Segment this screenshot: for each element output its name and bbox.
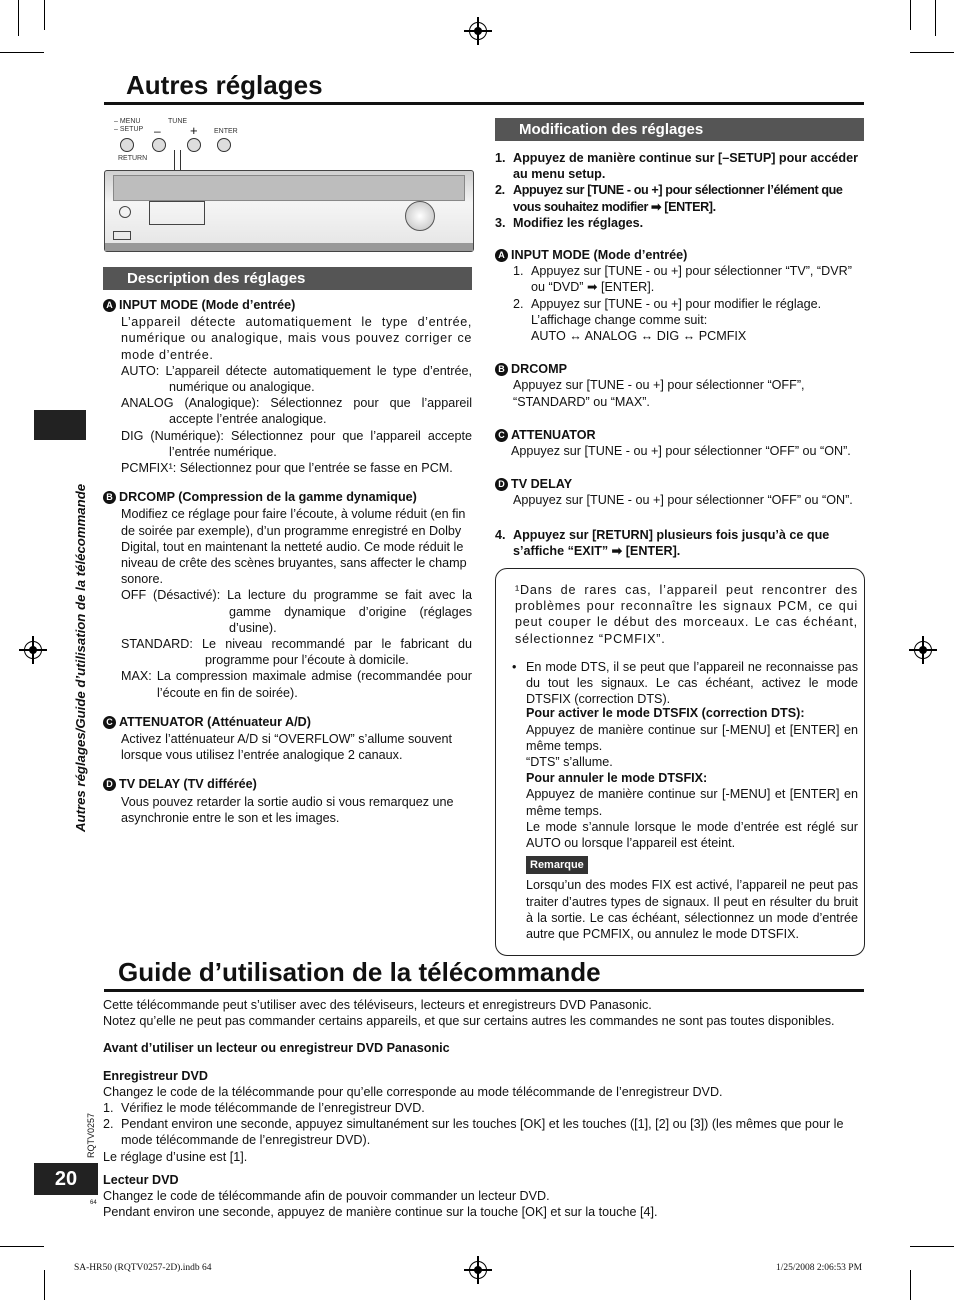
crop-mark	[44, 1270, 45, 1300]
page-number: 20	[34, 1163, 98, 1195]
drcomp-standard: STANDARD: Le niveau recommandé par le fabricant du programme pour l’écoute à domicile.	[121, 637, 472, 668]
attenuator-title: ATTENUATOR (Atténuateur A/D)	[119, 714, 311, 729]
phones-jack	[113, 231, 131, 240]
player-title: Lecteur DVD	[103, 1172, 179, 1187]
recorder-text: Changez le code de la télécommande pour qu’elle corresponde au mode télécommande de l’enregistreur DVD.	[103, 1084, 723, 1099]
mod-input-mode-cycle: AUTO ↔ ANALOG ↔ DIG ↔ PCMFIX	[531, 329, 747, 344]
player-text: Changez le code de télécommande afin de pouvoir commander un lecteur DVD.	[103, 1189, 550, 1204]
page-title: Autres réglages	[126, 70, 323, 100]
marker-b-icon: B	[103, 491, 116, 504]
remark-text: Lorsqu’un des modes FIX est activé, l’appareil ne peut pas traiter d’autres types de signaux. Il peut en résulter du bruit à la sortie. Le cas échéant, sélectionnez un mode d’entrée autre que PCMFIX, ou annulez le mode DTSFIX.	[526, 878, 858, 942]
registration-mark-icon	[469, 1261, 487, 1279]
drcomp-max: MAX: La compression maximale admise (recommandée pour l’écoute en fin de soirée).	[121, 669, 472, 700]
return-label: RETURN	[118, 155, 148, 162]
dtsfix-activate-title: Pour activer le mode DTSFIX (correction DTS):	[526, 706, 805, 721]
guide-before-heading: Avant d’utiliser un lecteur ou enregistreur DVD Panasonic	[103, 1041, 450, 1056]
enter-label: ENTER	[214, 128, 238, 135]
tv-delay-title: TV DELAY (TV différée)	[119, 777, 257, 792]
marker-b-icon: B	[495, 363, 508, 376]
marker-a-icon: A	[103, 299, 116, 312]
dtsfix-activate-result: “DTS” s’allume.	[526, 755, 613, 770]
recorder-step-1: Vérifiez le mode télécommande de l’enregistreur DVD.	[121, 1101, 425, 1116]
section-heading-modification: Modification des réglages	[495, 118, 864, 141]
title-rule	[104, 102, 864, 105]
dtsfix-cancel-title: Pour annuler le mode DTSFIX:	[526, 771, 708, 786]
marker-d-icon: D	[103, 778, 116, 791]
crop-mark	[44, 0, 45, 30]
crop-mark	[0, 1246, 44, 1247]
registration-mark-icon	[469, 22, 487, 40]
input-mode-intro: L’appareil détecte automatiquement le type d’entrée, numérique ou analogique, mais vous pouvez corriger ce mode d’entrée.	[121, 315, 472, 362]
mod-input-mode-display-note: L’affichage change comme suit:	[531, 312, 708, 327]
recorder-title: Enregistreur DVD	[103, 1068, 208, 1083]
drcomp-off: OFF (Désactivé): La lecture du programme se fait avec la gamme dynamique d’origine (réglages d’usine).	[121, 588, 472, 635]
title-rule	[104, 989, 864, 992]
guide-content: Cette télécommande peut s’utiliser avec des téléviseurs, lecteurs et enregistreurs DVD Panasonic. Notez qu’elle ne peut pas commander certains appareils, et que sur certains autres les commandes ne sont pas toutes disponibles. Avant d’utiliser un lecteur ou enregistreur DVD Panasonic Enregistreur DVD Changez le code de la télécommande pour qu’elle corresponde au mode télécommande de l’enregistreur DVD. 1. Vérifiez le mode télécommande de l’enregistreur DVD. 2. Pendant environ une seconde, appuyez simultanément sur les touches [OK] et les touches ([1], [2] ou [3]) (les mêmes que pour le mode télécommande de l’enregistreur DVD). Le réglage d’usine est [1]. Lecteur DVD Changez le code de télécommande afin de pouvoir commander un lecteur DVD. Pendant environ une seconde, appuyez de manière continue sur la touche [OK] et sur la touche [4].	[103, 997, 873, 1220]
remark-badge: Remarque	[526, 856, 588, 874]
crop-mark	[935, 0, 936, 36]
step-1: Appuyez de manière continue sur [–SETUP] pour accéder au menu setup.	[513, 151, 859, 182]
power-button	[119, 206, 131, 218]
receiver-illustration	[104, 118, 476, 256]
input-mode-pcmfix: PCMFIX¹: Sélectionnez pour que l’entrée se fasse en PCM.	[121, 461, 453, 476]
drcomp-title: DRCOMP (Compression de la gamme dynamique)	[119, 490, 417, 505]
recorder-step-2: Pendant environ une seconde, appuyez simultanément sur les touches [OK] et les touches ([1], [2] ou [3]) (les mêmes que pour le mode télécommande de l’enregistreur DVD).	[121, 1117, 844, 1148]
receiver-base	[105, 243, 473, 251]
guide-title: Guide d’utilisation de la télécommande	[118, 957, 601, 987]
crop-mark	[910, 0, 911, 30]
registration-mark-icon	[914, 641, 932, 659]
footer-date: 1/25/2008 2:06:53 PM	[776, 1263, 863, 1273]
small-page-number: 64	[90, 1200, 97, 1206]
setup-button	[120, 138, 134, 152]
input-mode-title: INPUT MODE (Mode d’entrée)	[119, 298, 296, 312]
section-heading-description: Description des réglages	[103, 267, 472, 290]
mod-drcomp-title: DRCOMP	[511, 362, 567, 377]
crop-mark	[910, 1270, 911, 1300]
crop-mark	[18, 0, 19, 36]
attenuator-text: Activez l’atténuateur A/D si “OVERFLOW” s’allume souvent lorsque vous utilisez l’entrée analogique 2 canaux.	[121, 732, 453, 763]
drcomp-intro: Modifiez ce réglage pour faire l’écoute, à volume réduit (en fin de soirée par exemple), d’un programme enregistré en Dolby Digital, tout en maintenant la netteté audio. Ce mode réduit le niveau de crête des scènes bruyantes, sans affecter le champ sonore.	[121, 507, 467, 587]
guide-intro-2: Notez qu’elle ne peut pas commander certains appareils, et que sur certains autres les commandes ne sont pas toutes disponibles.	[103, 1014, 835, 1029]
crop-mark	[910, 1246, 954, 1247]
mod-attenuator-text: Appuyez sur [TUNE - ou +] pour sélectionner “OFF” ou “ON”.	[511, 444, 851, 459]
mod-tv-delay-text: Appuyez sur [TUNE - ou +] pour sélectionner “OFF” ou “ON”.	[513, 493, 853, 508]
tune-plus-label: +	[190, 123, 198, 138]
dtsfix-cancel-note: Le mode s’annule lorsque le mode d’entrée est réglé sur AUTO ou lorsque l’appareil est éteint.	[526, 819, 858, 851]
tune-plus-button	[187, 138, 201, 152]
tune-minus-button	[152, 138, 166, 152]
input-mode-dig: DIG (Numérique): Sélectionnez pour que l’appareil accepte l’entrée numérique.	[121, 428, 472, 459]
doc-code: RQTV0257	[86, 1112, 96, 1158]
registration-mark-icon	[24, 641, 42, 659]
marker-c-icon: C	[495, 429, 508, 442]
modification-column: 1. Appuyez de manière continue sur [–SETUP] pour accéder au menu setup. 2. Appuyez sur [TUNE - ou +] pour sélectionner l’élément que vous souhaitez modifier ➡ [ENTER]. 3. Modifiez les réglages. A INPUT MODE (Mode d’entrée) 1. Appuyez sur [TUNE - ou +] pour sélectionner “TV”, “DVR” ou “DVD” ➡ [ENTER]. 2. Appuyez sur [TUNE - ou +] pour modifier le réglage. L’affichage change comme suit: AUTO ↔ ANALOG ↔ DIG ↔ PCMFIX B DRCOMP Appuyez sur [TUNE - ou +] pour sélectionner “OFF”, “STANDARD” ou “MAX”. C ATTENUATOR Appuyez sur [TUNE - ou +] pour sélectionner “OFF” ou “ON”. D TV DELAY Appuyez sur [TUNE - ou +] pour sélectionner “OFF” ou “ON”. 4. Appuyez sur [RETURN] plusieurs fois jusqu’à ce que s’affiche “EXIT” ➡ [ENTER].	[495, 150, 867, 559]
button-group-frame	[149, 201, 205, 225]
note-box-content: ¹Dans de rares cas, l’appareil peut rencontrer des problèmes pour reconnaître les signaux PCM, ce qui peut couper le début des morceaux. Le cas échéant, sélectionnez “PCMFIX”. • En mode DTS, il se peut que l’appareil ne reconnaisse pas du tout les signaux. Le cas échéant, activez le mode DTSFIX (correction DTS). Pour activer le mode DTSFIX (correction DTS): Appuyez de manière continue sur [-MENU] et [ENTER] en même temps. “DTS” s’allume. Pour annuler le mode DTSFIX: Appuyez de manière continue sur [-MENU] et [ENTER] en même temps. Le mode s’annule lorsque le mode d’entrée est réglé sur AUTO ou lorsque l’appareil est éteint. Remarque Lorsqu’un des modes FIX est activé, l’appareil ne peut pas traiter d’autres types de signaux. Il peut en résulter du bruit à la sortie. Le cas échéant, sélectionnez un mode d’entrée autre que PCMFIX, ou annulez le mode DTSFIX.	[512, 583, 858, 942]
footnote-pcm: ¹Dans de rares cas, l’appareil peut rencontrer des problèmes pour reconnaître les signaux PCM, ce qui peut couper le début des morceaux. Le cas échéant, sélectionnez “PCMFIX”.	[515, 583, 858, 646]
description-column	[103, 297, 472, 826]
receiver-body	[104, 170, 474, 252]
step-2: Appuyez sur [TUNE - ou +] pour sélectionner l’élément que vous souhaitez modifier ➡ [ENTER].	[513, 183, 843, 214]
dtsfix-cancel-text: Appuyez de manière continue sur [-MENU] et [ENTER] en même temps.	[526, 787, 858, 818]
step-3: Modifiez les réglages.	[513, 215, 644, 230]
dtsfix-activate-text: Appuyez de manière continue sur [-MENU] et [ENTER] en même temps.	[526, 722, 858, 753]
marker-c-icon: C	[103, 716, 116, 729]
step-4: Appuyez sur [RETURN] plusieurs fois jusqu’à ce que s’affiche “EXIT” ➡ [ENTER].	[513, 527, 830, 558]
mod-input-mode-step-1: Appuyez sur [TUNE - ou +] pour sélectionner “TV”, “DVR” ou “DVD” ➡ [ENTER].	[531, 264, 852, 295]
crop-mark	[910, 52, 954, 53]
volume-knob	[405, 201, 435, 231]
input-mode-analog: ANALOG (Analogique): Sélectionnez pour que l’appareil accepte l’entrée analogique.	[121, 396, 472, 427]
mod-attenuator-title: ATTENUATOR	[511, 427, 596, 442]
player-text-2: Pendant environ une seconde, appuyez de manière continue sur la touche [OK] et sur la touche [4].	[103, 1205, 658, 1220]
mod-input-mode-step-2: Appuyez sur [TUNE - ou +] pour modifier le réglage.	[531, 296, 822, 311]
menu-setup-label: – MENU – SETUP	[114, 118, 144, 133]
mod-drcomp-text: Appuyez sur [TUNE - ou +] pour sélectionner “OFF”, “STANDARD” ou “MAX”.	[513, 378, 805, 409]
tune-minus-label: –	[154, 124, 161, 138]
footer-file: SA-HR50 (RQTV0257-2D).indb 64	[74, 1263, 212, 1273]
receiver-display	[113, 175, 465, 201]
enter-button	[217, 138, 231, 152]
dts-bullet: En mode DTS, il se peut que l’appareil ne reconnaisse pas du tout les signaux. Le cas échéant, activez le mode DTSFIX (correction DTS).	[526, 659, 858, 707]
input-mode-auto: AUTO: L’appareil détecte automatiquement le type d’entrée, numérique ou analogique.	[121, 363, 472, 395]
marker-d-icon: D	[495, 478, 508, 491]
crop-mark	[0, 52, 44, 53]
side-label: Autres réglages/Guide d’utilisation de la télécommande	[73, 483, 88, 832]
guide-intro-1: Cette télécommande peut s’utiliser avec des téléviseurs, lecteurs et enregistreurs DVD Panasonic.	[103, 998, 652, 1012]
mod-tv-delay-title: TV DELAY	[511, 477, 573, 492]
tune-label: TUNE	[168, 118, 188, 125]
recorder-factory: Le réglage d’usine est [1].	[103, 1149, 248, 1164]
mod-input-mode-title: INPUT MODE (Mode d’entrée)	[511, 248, 688, 263]
side-tab	[34, 410, 86, 440]
marker-a-icon: A	[495, 249, 508, 262]
tv-delay-text: Vous pouvez retarder la sortie audio si vous remarquez une asynchronie entre le son et les images.	[121, 794, 454, 825]
